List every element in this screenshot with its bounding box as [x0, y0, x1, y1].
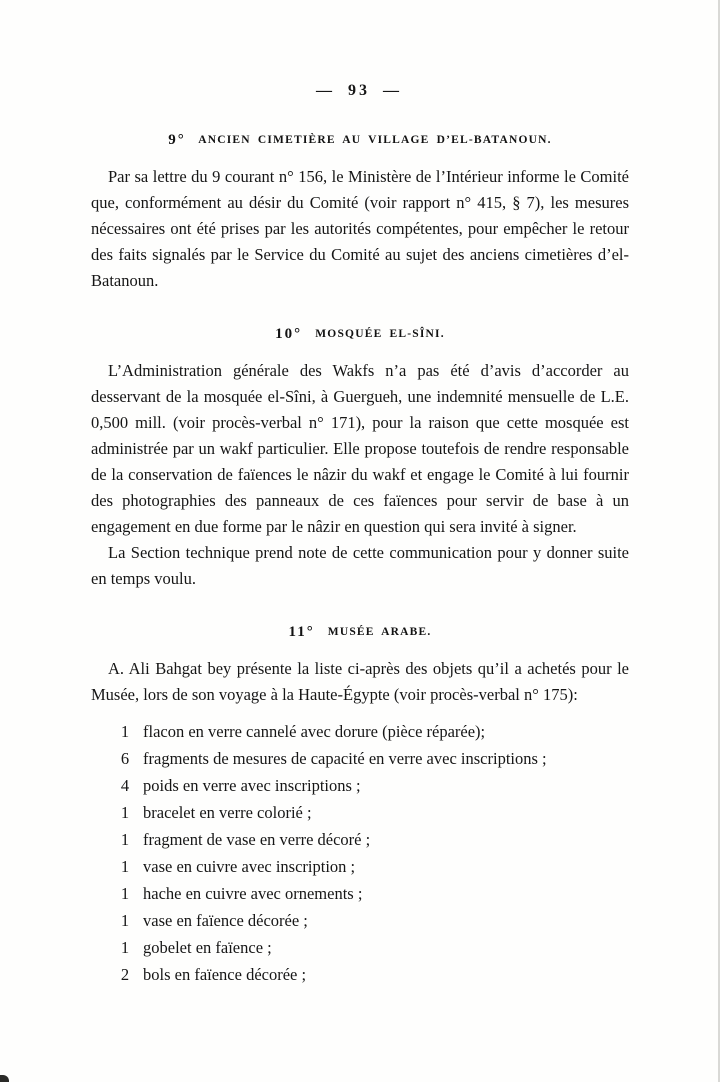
- section-title: MUSÉE ARABE.: [327, 626, 432, 638]
- item-description: hache en cuivre avec ornements ;: [143, 884, 363, 903]
- section-number: 9°: [168, 132, 186, 148]
- item-quantity: 1: [120, 857, 130, 876]
- item-quantity: 1: [120, 884, 130, 903]
- list-item: [117, 799, 629, 826]
- page-content: [0, 132, 718, 988]
- page-number: — 93 —: [316, 82, 402, 99]
- list-item: [117, 772, 629, 799]
- item-description: fragment de vase en verre décoré ;: [143, 830, 371, 849]
- item-description: vase en faïence décorée ;: [143, 911, 308, 930]
- item-description: gobelet en faïence ;: [143, 938, 272, 957]
- section-heading: [91, 624, 629, 641]
- section-mosquee-el-sini: [91, 326, 629, 592]
- section-heading: [91, 326, 629, 343]
- list-item: [117, 934, 629, 961]
- object-list: [117, 718, 629, 988]
- item-description: bracelet en verre colorié ;: [143, 803, 312, 822]
- item-quantity: 1: [120, 722, 130, 741]
- list-item: [117, 826, 629, 853]
- section-number: 10°: [275, 326, 303, 342]
- section-ancien-cimetiere: [91, 132, 629, 294]
- item-quantity: 4: [120, 776, 130, 795]
- list-item: [117, 718, 629, 745]
- item-quantity: 1: [120, 911, 130, 930]
- paragraph: A. Ali Bahgat bey présente la liste ci-après des objets qu’il a achetés pour le Musée, lors de son voyage à la Haute-Égypte (voir procès-verbal n° 175):: [91, 659, 629, 704]
- item-quantity: 6: [120, 749, 130, 768]
- paragraph: La Section technique prend note de cette communication pour y donner suite en temps voulu.: [91, 543, 629, 588]
- item-description: vase en cuivre avec inscription ;: [143, 857, 356, 876]
- list-item: [117, 745, 629, 772]
- paragraph: L’Administration générale des Wakfs n’a pas été d’avis d’accorder au desservant de la mosquée el-Sîni, à Guergueh, une indemnité mensuelle de L.E. 0,500 mill. (voir procès-verbal n° 171), pour la raison que cette mosquée est administrée par un wakf particulier. Elle propose toutefois de rendre responsable de la conservation de faïences le nâzir du wakf et engage le Comité à lui fournir des photographies des panneaux de ces faïences pour servir de base à un engagement en due forme par le nâzir en question qui sera invité à signer.: [91, 361, 629, 536]
- section-title: MOSQUÉE EL-SÎNI.: [315, 328, 445, 340]
- item-description: bols en faïence décorée ;: [143, 965, 307, 984]
- list-item: [117, 907, 629, 934]
- item-quantity: 1: [120, 803, 130, 822]
- list-item: [117, 880, 629, 907]
- section-title: ANCIEN CIMETIÈRE AU VILLAGE D’EL-BATANOUN.: [198, 134, 552, 146]
- section-number: 11°: [288, 624, 315, 640]
- section-musee-arabe: [91, 624, 629, 988]
- item-quantity: 1: [120, 830, 130, 849]
- item-description: fragments de mesures de capacité en verre avec inscriptions ;: [143, 749, 547, 768]
- paragraph: Par sa lettre du 9 courant n° 156, le Ministère de l’Intérieur informe le Comité que, conformément au désir du Comité (voir rapport n° 415, § 7), les mesures nécessaires ont été prises par les autorités compétentes, pour empêcher le retour des faits signalés par le Service du Comité au sujet des anciens cimetières d’el-Batanoun.: [91, 167, 629, 290]
- list-item: [117, 853, 629, 880]
- section-heading: [91, 132, 629, 149]
- scan-artifact: [0, 1075, 9, 1082]
- list-item: [117, 961, 629, 988]
- item-quantity: 2: [120, 965, 130, 984]
- item-description: flacon en verre cannelé avec dorure (pièce réparée);: [143, 722, 486, 741]
- item-quantity: 1: [120, 938, 130, 957]
- item-description: poids en verre avec inscriptions ;: [143, 776, 361, 795]
